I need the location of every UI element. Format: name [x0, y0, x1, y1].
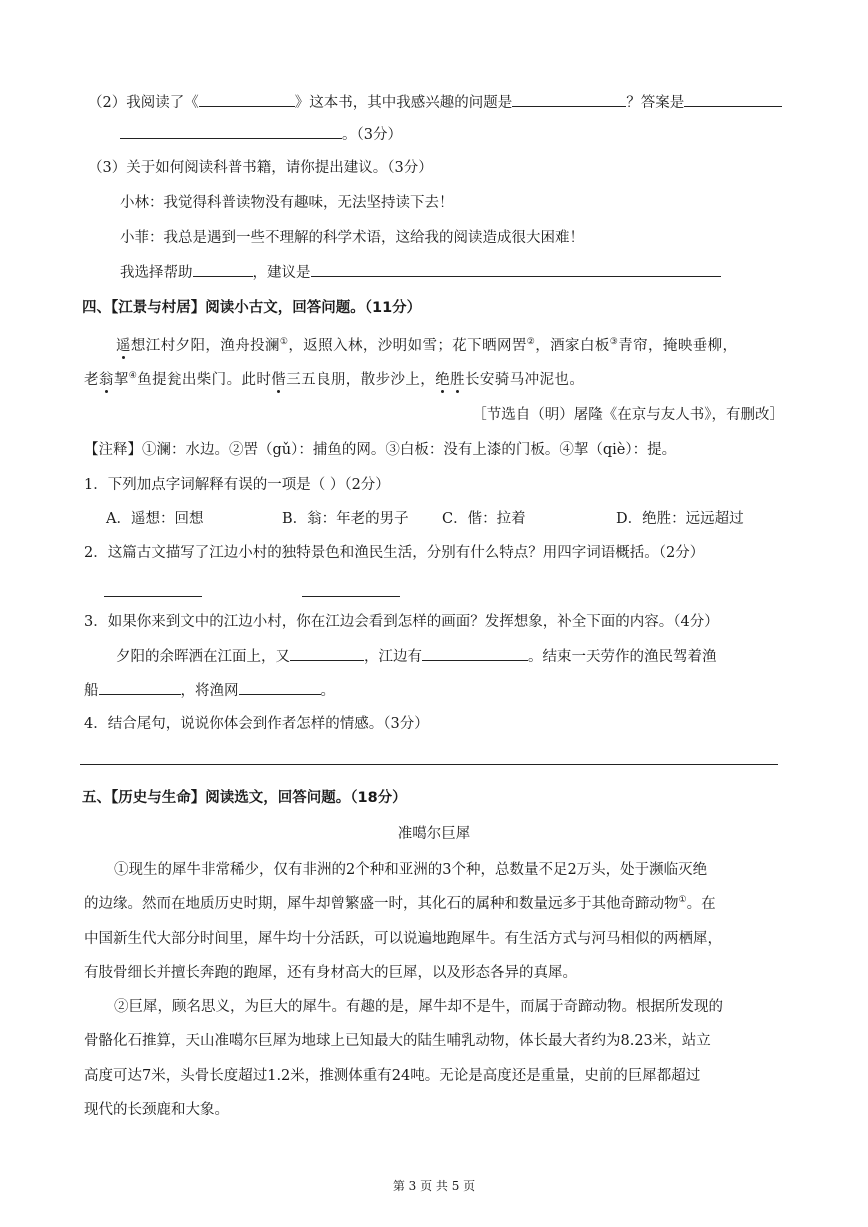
p1-line-2-tail: 。在: [686, 896, 716, 912]
option-d[interactable]: D．绝胜：远远超过: [616, 511, 744, 527]
q3-blank-1[interactable]: [290, 646, 364, 661]
q3-text-1b: ，江边有: [364, 649, 422, 665]
classical-text-1c: ，返照入林，沙明如雪；花下晒网罟: [288, 338, 527, 354]
source-citation: ［节选自（明）屠隆《在京与友人书》，有删改］: [472, 407, 784, 423]
option-b[interactable]: B．翁：年老的男子: [282, 511, 409, 527]
q2-text-d: 。（3分）: [342, 127, 402, 143]
p1-line-2-text: 的边缘。然而在地质历史时期，犀牛却曾繁盛一时，其化石的属种和数量远多于其他奇蹄动物: [84, 896, 679, 912]
s4-question-3: 3．如果你来到文中的江边小村，你在江边会看到怎样的画面？发挥想象，补全下面的内容。（4分）: [84, 614, 719, 630]
q2-answer-blank-1[interactable]: [104, 596, 202, 597]
section-5-heading: 五、【历史与生命】阅读选文，回答问题。（18分）: [82, 790, 407, 806]
note-ref-1: ①: [279, 337, 289, 348]
note-ref-4: ④: [128, 371, 138, 382]
annotations: 【注释】①澜：水边。②罟（gǔ）：捕鱼的网。③白板：没有上漆的门板。④挈（qiè）：提。: [84, 442, 677, 458]
dotted-char-yao: 遥: [116, 338, 131, 354]
q3-fill-line-2: [84, 680, 335, 701]
choose-line: [120, 262, 721, 283]
section-4-heading: 四、【江景与村居】阅读小古文，回答问题。（11分）: [82, 300, 422, 316]
q4-answer-blank[interactable]: [80, 764, 778, 765]
dotted-char-jue: 绝: [435, 372, 451, 388]
paragraph-2-line-2: 骨骼化石推算，天山准噶尔巨犀为地球上已知最大的陆生哺乳动物，体长最大者约为8.23米，站立: [84, 1033, 711, 1049]
classical-text-2d: 鱼提瓮出柴门。此时: [137, 372, 272, 388]
paragraph-1-line-3: 中国新生代大部分时间里，犀牛均十分活跃，可以说遍地跑犀牛。有生活方式与河马相似的两栖犀，: [84, 931, 722, 947]
option-a[interactable]: A．遥想：回想: [106, 511, 204, 527]
q3-text-1a: 夕阳的余晖洒在江面上，又: [116, 649, 290, 665]
xiaolin-statement: 小林：我觉得科普读物没有趣味，无法坚持读下去！: [120, 195, 454, 211]
q3-text-2b: ，将渔网: [180, 683, 239, 699]
book-title-blank[interactable]: [199, 92, 295, 107]
q3-fill-line-1: [116, 646, 717, 667]
article-title: 准噶尔巨犀: [397, 826, 471, 842]
choose-text: 我选择帮助: [120, 265, 193, 281]
paragraph-1-line-2: [84, 894, 716, 914]
q2-text-a: （2）我阅读了《: [88, 95, 199, 111]
q3-blank-3[interactable]: [99, 680, 181, 695]
dotted-char-weng: 翁: [98, 372, 114, 388]
answer-blank-1[interactable]: [684, 92, 782, 107]
option-c[interactable]: C．偕：拉着: [442, 511, 526, 527]
advice-text: ，建议是: [252, 265, 311, 281]
s4-question-4: 4．结合尾句，说说你体会到作者怎样的情感。（3分）: [84, 716, 429, 732]
paragraph-2-line-1: ②巨犀，顾名思义，为巨大的犀牛。有趣的是，犀牛却不是牛，而属于奇蹄动物。根据所发现的: [114, 999, 723, 1015]
classical-text-1d: ，酒家白板: [535, 338, 610, 354]
p1-note-ref: ①: [678, 895, 687, 906]
paragraph-2-line-4: 现代的长颈鹿和大象。: [84, 1102, 229, 1118]
question-2-line-1: [88, 92, 782, 113]
classical-text-2i: 长安骑马冲泥也。: [465, 372, 585, 388]
s4-question-2: 2．这篇古文描写了江边小村的独特景色和渔民生活，分别有什么特点？用四字词语概括。（2分）: [84, 545, 705, 561]
q3-text-2c: 。: [320, 683, 335, 699]
classical-text-2c: 挈: [113, 372, 129, 388]
answer-blank-2[interactable]: [120, 124, 342, 139]
q2-answer-blank-2[interactable]: [302, 596, 400, 597]
classical-text-2f: 三五良朋，散步沙上，: [286, 372, 436, 388]
question-3-title: （3）关于如何阅读科普书籍，请你提出建议。（3分）: [88, 160, 433, 176]
xiaofei-statement: 小菲：我总是遇到一些不理解的科学术语，这给我的阅读造成很大困难！: [120, 230, 584, 246]
paragraph-1-line-1: ①现生的犀牛非常稀少，仅有非洲的2个种和亚洲的3个种，总数量不足2万头，处于濒临灭绝: [114, 862, 708, 878]
q3-text-2a: 船: [84, 683, 99, 699]
q3-blank-2[interactable]: [422, 646, 528, 661]
classical-text-1e: 青帘，掩映垂柳，: [618, 338, 738, 354]
q2-text-c: ？答案是: [626, 95, 685, 111]
question-2-line-2: [120, 124, 402, 145]
note-ref-2: ②: [526, 337, 536, 348]
dotted-char-sheng: 胜: [450, 372, 466, 388]
q3-blank-4[interactable]: [239, 680, 321, 695]
interesting-question-blank[interactable]: [512, 92, 626, 107]
classical-text-2a: 老: [84, 372, 99, 388]
q2-text-b: 》这本书，其中我感兴趣的问题是: [294, 95, 513, 111]
classical-text-1b: 想江村夕阳，渔舟投澜: [130, 338, 280, 354]
advice-blank[interactable]: [311, 262, 721, 277]
choose-person-blank[interactable]: [193, 262, 253, 277]
s4-question-1: 1．下列加点字词解释有误的一项是（ ）（2分）: [84, 477, 390, 493]
page-footer: 第 3 页 共 5 页: [392, 1179, 476, 1193]
q3-text-1c: 。结束一天劳作的渔民驾着渔: [528, 649, 717, 665]
classical-text-line-1: [116, 336, 737, 356]
paragraph-2-line-3: 高度可达7米，头骨长度超过1.2米，推测体重有24吨。无论是高度还是重量，史前的巨犀都超过: [84, 1068, 701, 1084]
paragraph-1-line-4: 有肢骨细长并擅长奔跑的跑犀，还有身材高大的巨犀，以及形态各异的真犀。: [84, 965, 577, 981]
classical-text-line-2: [84, 370, 584, 390]
dotted-char-xie: 偕: [271, 372, 287, 388]
note-ref-3: ③: [609, 337, 619, 348]
